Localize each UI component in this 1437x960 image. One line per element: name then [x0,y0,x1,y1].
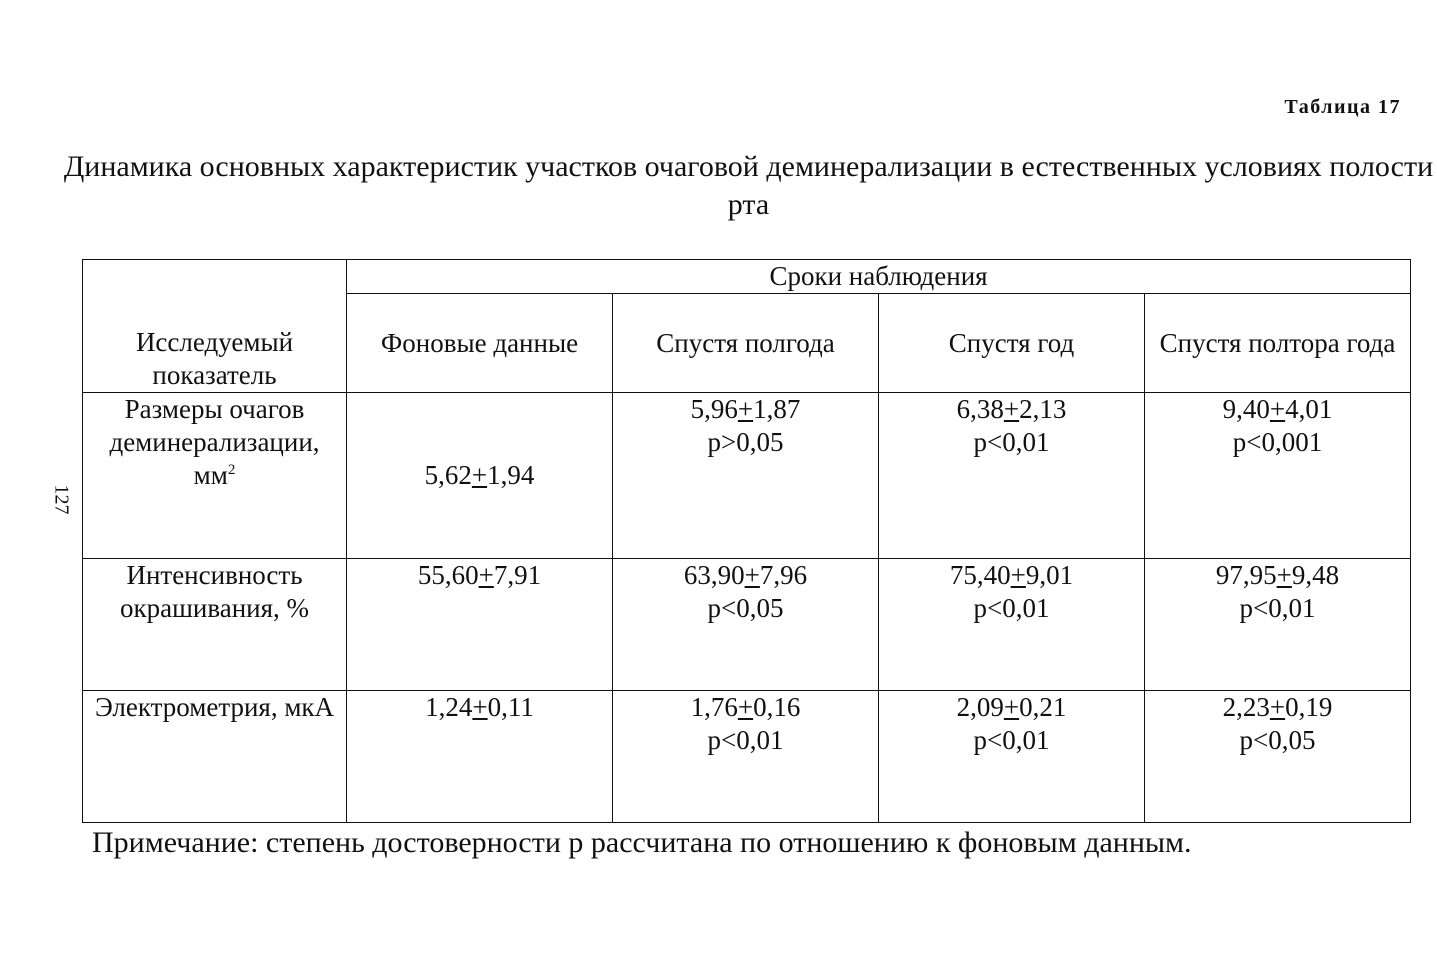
value-cell: 5,62+1,94 [347,393,613,559]
p-value: p<0,01 [707,725,784,755]
indicator-header: Исследуемый показатель [83,260,347,393]
indicator-cell [83,559,347,691]
value-cell: 97,95+9,48 p<0,01 [1145,559,1411,691]
table-row [83,691,1411,823]
p-value: p<0,01 [1239,593,1316,623]
period-header-year: Спустя год [879,294,1145,393]
period-header-half-year: Спустя полгода [613,294,879,393]
table-note: Примечание: степень достоверности p рассчитана по отношению к фоновым данным. [92,826,1192,859]
value-cell: 63,90+7,96 p<0,05 [613,559,879,691]
value-cell: 1,76+0,16 p<0,01 [613,691,879,823]
value-cell: 75,40+9,01 p<0,01 [879,559,1145,691]
data-table [82,259,1411,823]
period-header-year-and-half: Спустя полтора года [1145,294,1411,393]
p-value: p>0,05 [707,427,784,457]
value-cell: 1,24+0,11 [347,691,613,823]
value-cell: 55,60+7,91 [347,559,613,691]
indicator-superscript: 2 [227,462,236,478]
table-title: Динамика основных характеристик участков очаговой деминерализации в естественных условиях полости рта [63,150,1434,221]
observation-period-header: Сроки наблюдения [347,260,1411,294]
p-value: p<0,01 [973,593,1050,623]
indicator-cell [83,393,347,559]
value-cell: 6,38+2,13 p<0,01 [879,393,1145,559]
indicator-label: Размеры очагов деминерализации, мм [109,394,320,490]
p-value: p<0,05 [1239,725,1316,755]
indicator-cell [83,691,347,823]
period-header-baseline: Фоновые данные [347,294,613,393]
indicator-label: Интенсивность окрашивания, % [119,560,310,623]
value-cell: 5,96+1,87 p>0,05 [613,393,879,559]
page-number: 127 [50,484,73,515]
p-value: p<0,05 [707,593,784,623]
header-row-group [83,260,1411,294]
table-row [83,393,1411,559]
value-cell: 2,09+0,21 p<0,01 [879,691,1145,823]
value-cell: 2,23+0,19 p<0,05 [1145,691,1411,823]
p-value: p<0,01 [973,427,1050,457]
p-value: p<0,01 [973,725,1050,755]
value-cell: 9,40+4,01 p<0,001 [1145,393,1411,559]
indicator-label: Электрометрия, мкА [94,692,335,722]
table-label: Таблица 17 [1284,96,1401,118]
p-value: p<0,001 [1232,427,1323,457]
table-row [83,559,1411,691]
